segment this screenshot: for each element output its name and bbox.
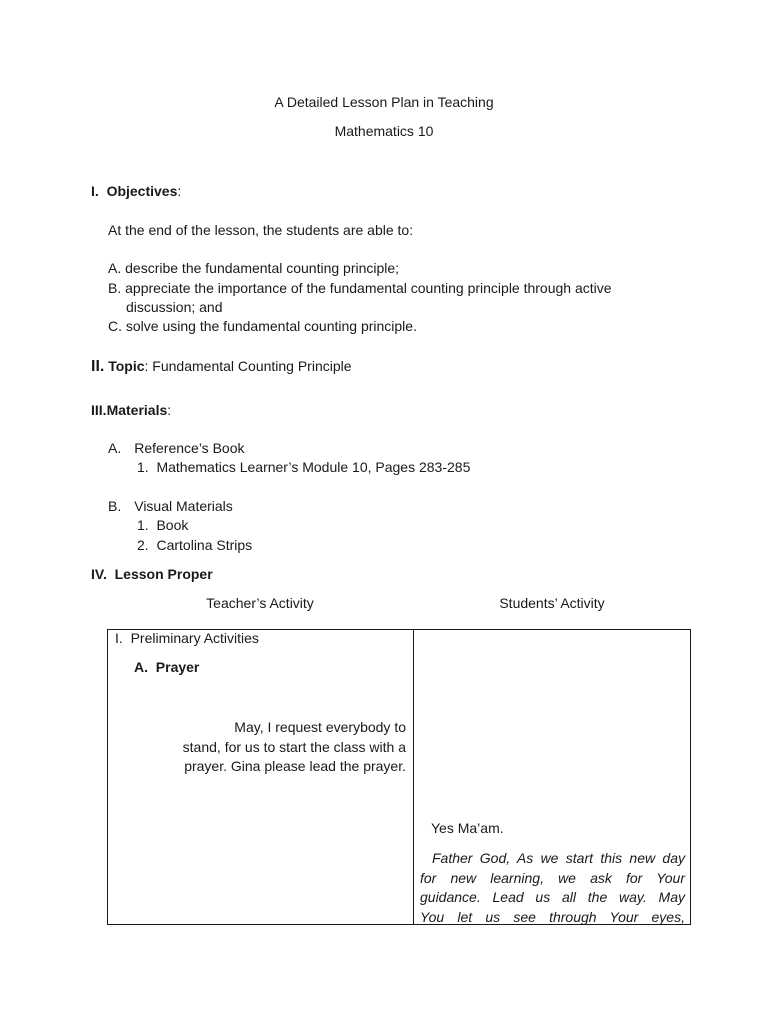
student-reply: Yes Ma’am.: [431, 820, 504, 836]
materials-group-b: [108, 498, 233, 514]
prayer-line: You let us see through Your eyes,: [420, 908, 685, 925]
objective-letter: C.: [108, 318, 122, 334]
section-preliminary: [115, 630, 259, 646]
activity-table: [107, 629, 691, 925]
materials-item: [137, 517, 188, 533]
document-title: A Detailed Lesson Plan in Teaching: [274, 94, 494, 110]
teacher-line: stand, for us to start the class with a: [182, 738, 406, 755]
table-column-divider: [413, 630, 414, 924]
materials-item: [137, 459, 470, 475]
column-header-teacher: Teacher’s Activity: [206, 595, 314, 611]
objective-letter: B.: [108, 280, 122, 296]
subsection-title: Prayer: [155, 659, 200, 675]
materials-item-num: 2.: [137, 537, 149, 553]
teacher-instruction: [160, 718, 406, 777]
lesson-proper-numeral: IV.: [91, 566, 107, 582]
objective-item-b: [108, 280, 612, 296]
materials-colon: :: [167, 402, 172, 418]
prayer-line: Father God, As we start this new day: [432, 850, 685, 866]
topic-numeral: II.: [91, 358, 105, 375]
materials-group-label: Visual Materials: [134, 498, 233, 514]
materials-letter: A.: [108, 440, 122, 456]
objective-letter: A.: [108, 260, 122, 276]
objectives-label: Objectives: [106, 183, 178, 199]
teacher-line: May, I request everybody to: [234, 719, 406, 735]
section-numeral: I.: [115, 630, 123, 646]
materials-heading: [91, 402, 171, 418]
objectives-heading: [91, 183, 181, 199]
materials-label: Materials: [106, 402, 168, 418]
prayer-line: guidance. Lead us all the way. May: [420, 889, 685, 905]
objectives-colon: :: [177, 183, 182, 199]
materials-item-num: 1.: [137, 459, 149, 475]
objective-item-c: [108, 318, 417, 334]
materials-letter: B.: [108, 498, 122, 514]
objective-text: solve using the fundamental counting principle.: [125, 318, 417, 334]
teacher-line: prayer. Gina please lead the prayer.: [184, 758, 406, 774]
objective-text: appreciate the importance of the fundamental counting principle through active: [125, 280, 612, 296]
topic-value: : Fundamental Counting Principle: [144, 358, 352, 374]
column-header-students: Students’ Activity: [499, 595, 605, 611]
student-prayer: [420, 849, 685, 927]
topic-label: Topic: [108, 358, 145, 374]
materials-group-a: [108, 440, 244, 456]
lesson-proper-label: Lesson Proper: [114, 566, 213, 582]
topic-heading: [91, 358, 352, 376]
objective-text: describe the fundamental counting principle;: [125, 260, 400, 276]
objective-item-b-continuation: discussion; and: [126, 299, 223, 315]
materials-group-label: Reference’s Book: [134, 440, 245, 456]
materials-item-text: Cartolina Strips: [156, 537, 253, 553]
subsection-letter: A.: [134, 659, 148, 675]
subsection-prayer: [134, 659, 199, 675]
lesson-proper-heading: [91, 566, 213, 582]
section-title: Preliminary Activities: [130, 630, 259, 646]
objective-item-a: [108, 260, 399, 276]
materials-item: [137, 537, 252, 553]
materials-item-num: 1.: [137, 517, 149, 533]
materials-item-text: Book: [156, 517, 189, 533]
materials-numeral: III.: [91, 402, 107, 418]
objectives-intro: At the end of the lesson, the students are able to:: [108, 222, 414, 238]
materials-item-text: Mathematics Learner’s Module 10, Pages 283-285: [156, 459, 471, 475]
prayer-line: for new learning, we ask for Your: [420, 869, 685, 886]
objectives-numeral: I.: [91, 183, 99, 199]
document-subtitle: Mathematics 10: [334, 123, 434, 139]
